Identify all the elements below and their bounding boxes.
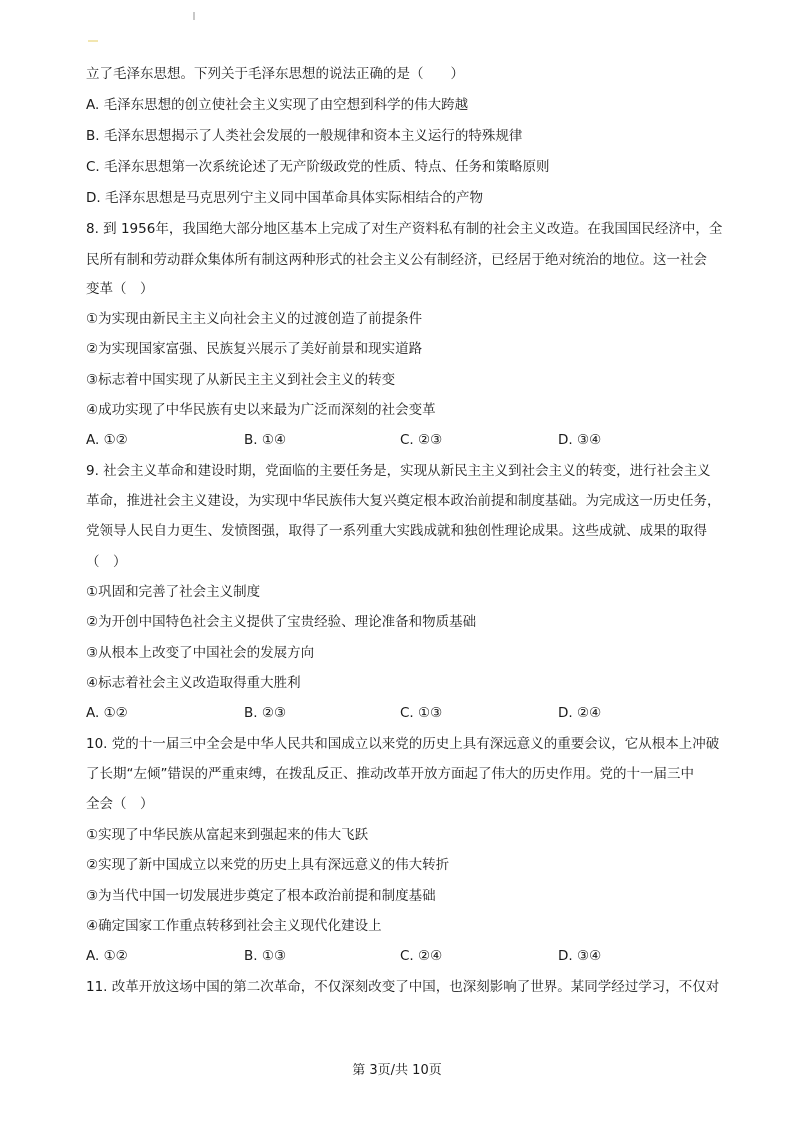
scan-mark xyxy=(88,40,98,42)
option-b: B. ①④ xyxy=(244,432,287,448)
scan-mark xyxy=(193,12,195,20)
question-11: 11. 改革开放这场中国的第二次革命，不仅深刻改变了中国，也深刻影响了世界。某同学经过学习，不仅对 xyxy=(86,979,720,995)
option-a: A. ①② xyxy=(86,948,128,964)
statement-line: ④确定国家工作重点转移到社会主义现代化建设上 xyxy=(86,918,382,934)
statement-line: ④成功实现了中华民族有史以来最为广泛而深刻的社会变革 xyxy=(86,402,436,418)
text-line: 变革（ ） xyxy=(86,281,154,297)
statement-line: ②为开创中国特色社会主义提供了宝贵经验、理论准备和物质基础 xyxy=(86,614,477,630)
option-d: D. ③④ xyxy=(558,948,602,964)
option-d: D. ③④ xyxy=(558,432,602,448)
text-line: 革命，推进社会主义建设，为实现中华民族伟大复兴奠定根本政治前提和制度基础。为完成这一历史任务， xyxy=(86,493,721,509)
question-8: 8. 到 1956年，我国绝大部分地区基本上完成了对生产资料私有制的社会主义改造。在我国国民经济中，全 xyxy=(86,221,723,237)
question-10: 10. 党的十一届三中全会是中华人民共和国成立以来党的历史上具有深远意义的重要会议，它从根本上冲破 xyxy=(86,736,720,752)
statement-line: ①实现了中华民族从富起来到强起来的伟大飞跃 xyxy=(86,827,369,843)
option-a: A. ①② xyxy=(86,432,128,448)
statement-line: ①为实现由新民主主义向社会主义的过渡创造了前提条件 xyxy=(86,311,423,327)
option-b: B. ②③ xyxy=(244,705,287,721)
option-b: B. ①③ xyxy=(244,948,287,964)
option-line: B. 毛泽东思想揭示了人类社会发展的一般规律和资本主义运行的特殊规律 xyxy=(86,128,523,144)
option-line: C. 毛泽东思想第一次系统论述了无产阶级政党的性质、特点、任务和策略原则 xyxy=(86,159,550,175)
option-c: C. ①③ xyxy=(400,705,443,721)
text-line: 了长期“左倾”错误的严重束缚，在拨乱反正、推动改革开放方面起了伟大的历史作用。党的十一届三中 xyxy=(86,766,694,782)
statement-line: ③从根本上改变了中国社会的发展方向 xyxy=(86,645,315,661)
text-line: 党领导人民自力更生、发愤图强，取得了一系列重大实践成就和独创性理论成果。这些成就、成果的取得 xyxy=(86,523,707,539)
answer-options-q10 xyxy=(86,946,726,966)
answer-options-q8 xyxy=(86,430,726,450)
statement-line: ②实现了新中国成立以来党的历史上具有深远意义的伟大转折 xyxy=(86,857,450,873)
statement-line: ③标志着中国实现了从新民主主义到社会主义的转变 xyxy=(86,372,396,388)
option-d: D. ②④ xyxy=(558,705,602,721)
text-line: 民所有制和劳动群众集体所有制这两种形式的社会主义公有制经济，已经居于绝对统治的地位。这一社会 xyxy=(86,252,707,268)
statement-line: ①巩固和完善了社会主义制度 xyxy=(86,584,261,600)
option-line: D. 毛泽东思想是马克思列宁主义同中国革命具体实际相结合的产物 xyxy=(86,190,483,206)
answer-options-q9 xyxy=(86,703,726,723)
statement-line: ③为当代中国一切发展进步奠定了根本政治前提和制度基础 xyxy=(86,888,436,904)
statement-line: ④标志着社会主义改造取得重大胜利 xyxy=(86,675,301,691)
text-line: 全会（ ） xyxy=(86,796,154,812)
page-number-footer: 第 3页/共 10页 xyxy=(352,1063,442,1078)
option-c: C. ②④ xyxy=(400,948,443,964)
text-line: （ ） xyxy=(86,554,127,570)
text-line: 立了毛泽东思想。下列关于毛泽东思想的说法正确的是（ ） xyxy=(86,66,464,82)
statement-line: ②为实现国家富强、民族复兴展示了美好前景和现实道路 xyxy=(86,341,423,357)
question-9: 9. 社会主义革命和建设时期，党面临的主要任务是，实现从新民主主义到社会主义的转变，进行社会主义 xyxy=(86,463,711,479)
option-a: A. ①② xyxy=(86,705,128,721)
option-line: A. 毛泽东思想的创立使社会主义实现了由空想到科学的伟大跨越 xyxy=(86,97,469,113)
option-c: C. ②③ xyxy=(400,432,443,448)
